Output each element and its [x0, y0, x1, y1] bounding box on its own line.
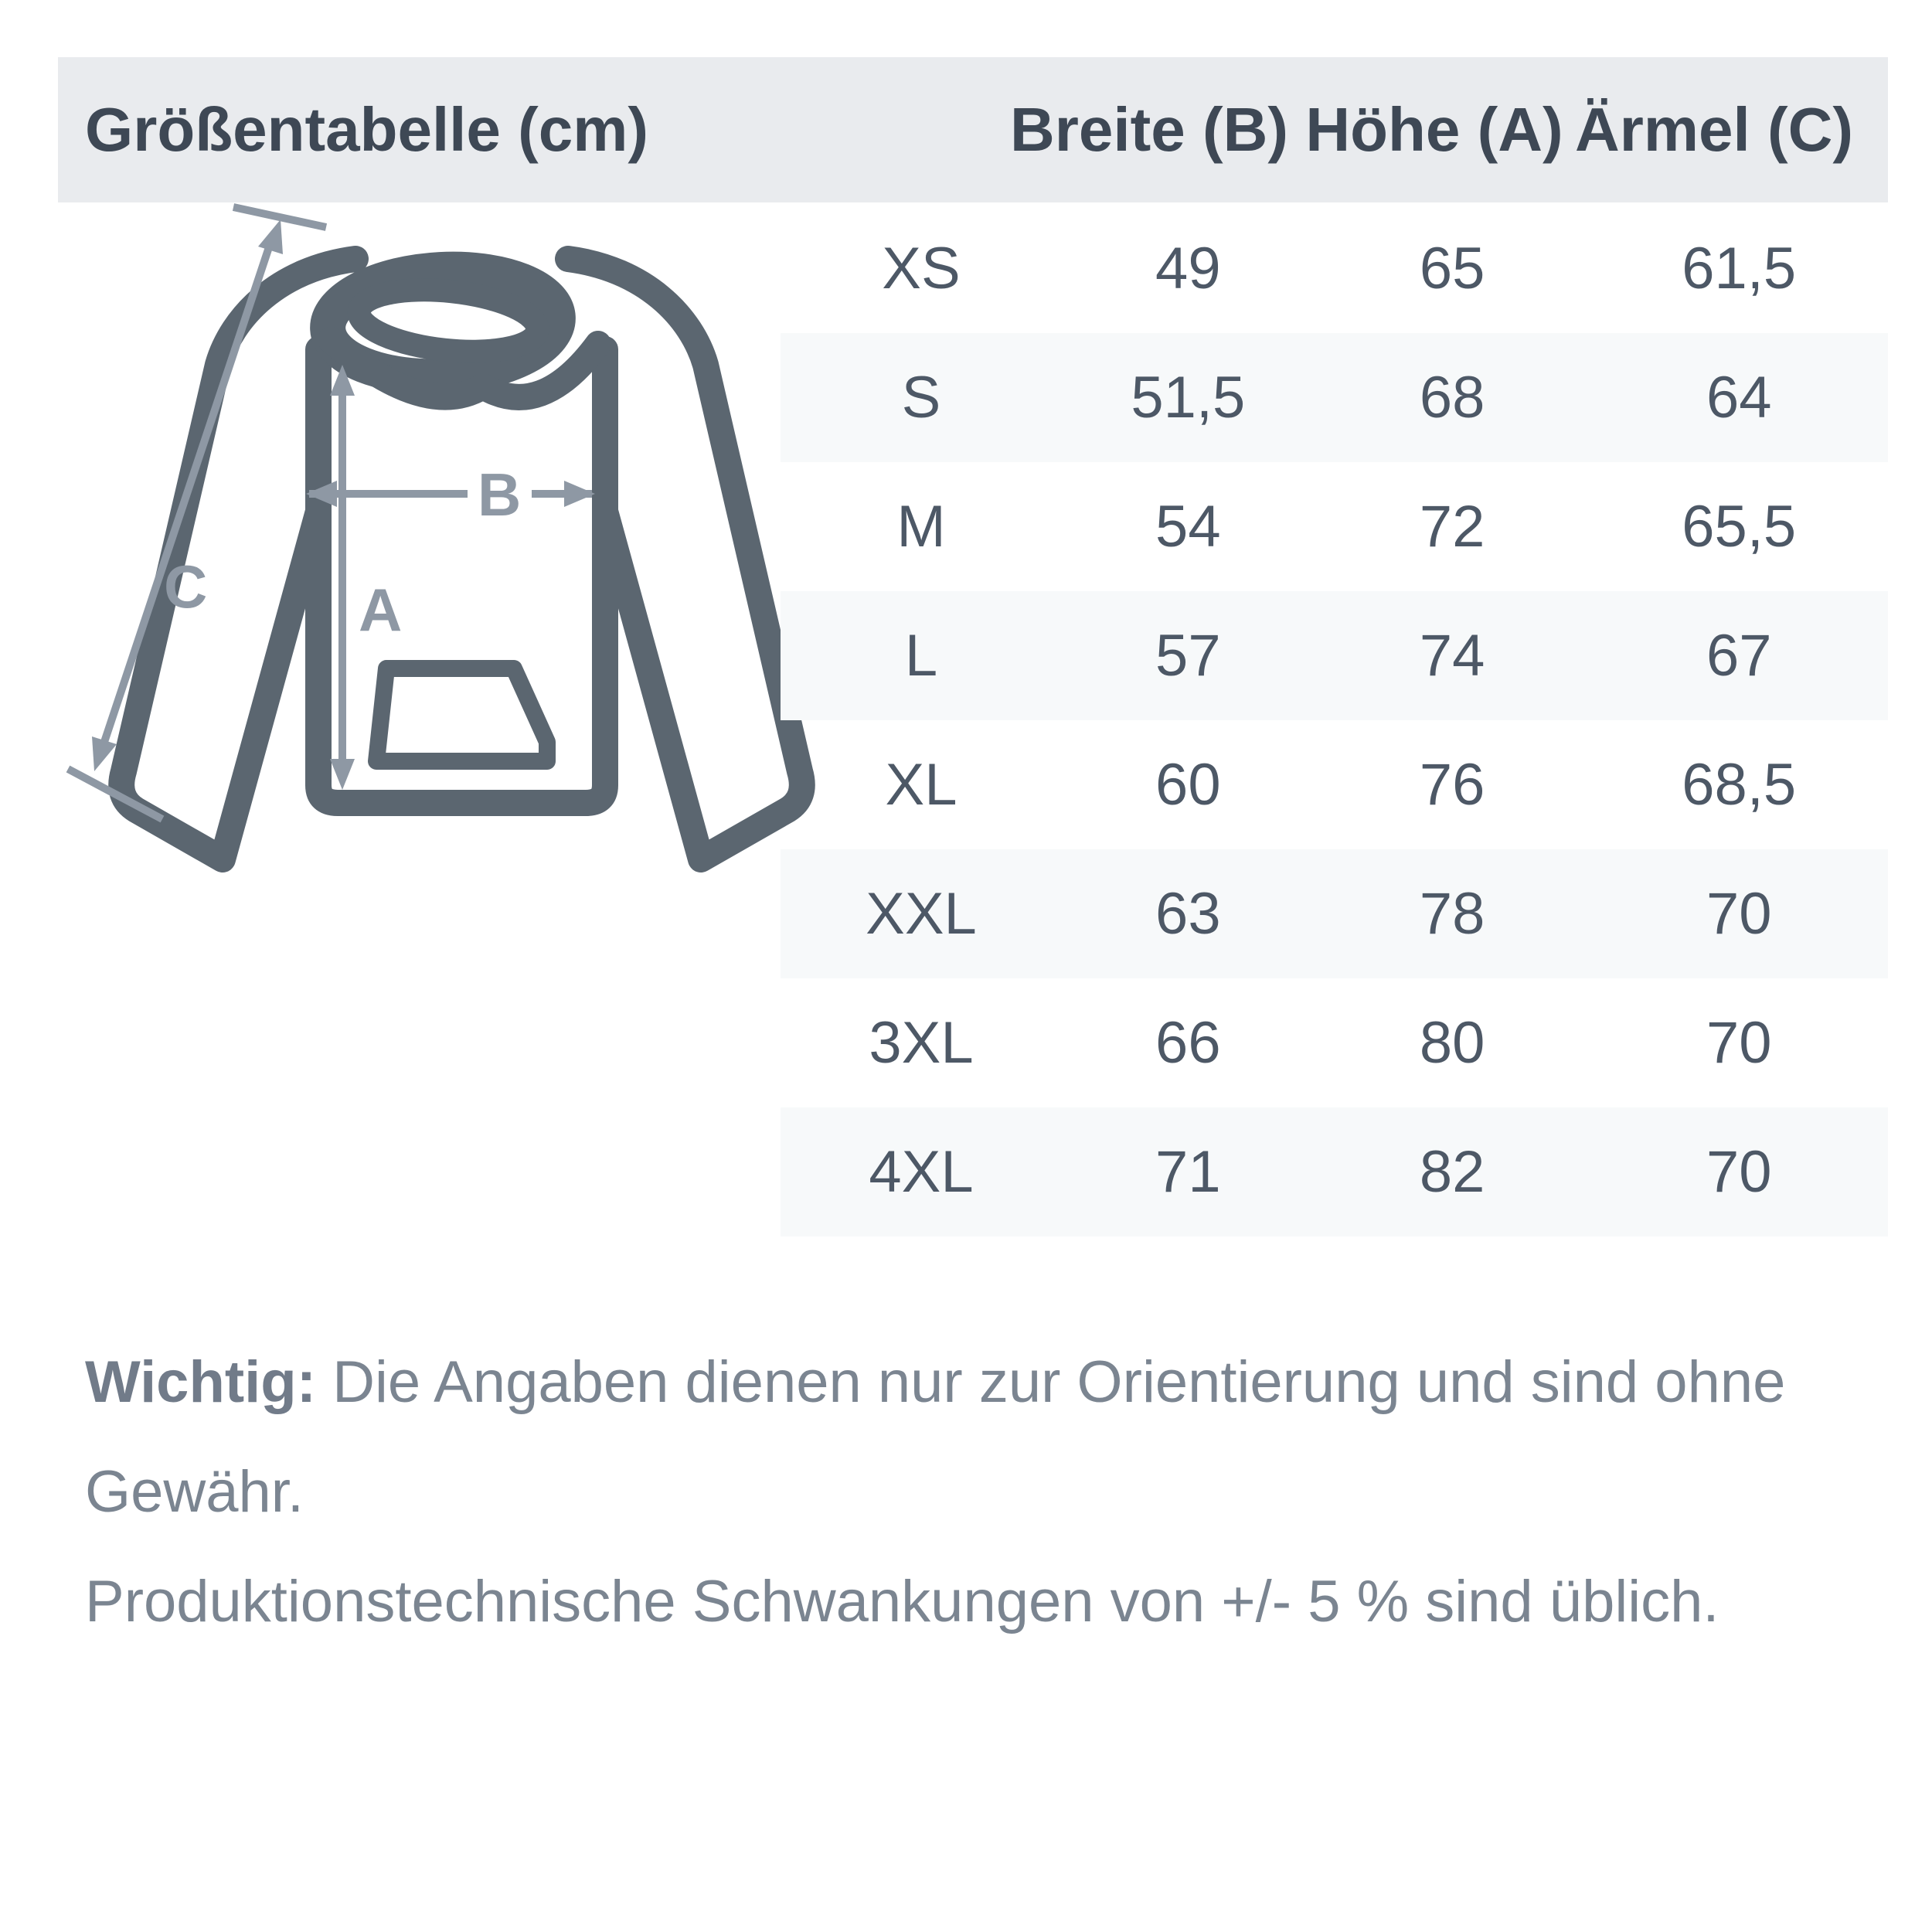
- breite-cell: 57: [1155, 623, 1221, 689]
- measure-label-c: C: [164, 553, 208, 621]
- table-row: [781, 978, 1888, 1107]
- breite-cell: 51,5: [1131, 365, 1246, 430]
- disclaimer-line1: Die Angaben dienen nur zur Orientierung und sind ohne Gewähr.: [85, 1349, 1786, 1525]
- hoehe-cell: 65: [1419, 236, 1485, 301]
- hoehe-cell: 82: [1419, 1139, 1485, 1205]
- disclaimer-line2: Produktionstechnische Schwankungen von +/- 5 % sind üblich.: [85, 1569, 1719, 1634]
- size-cell: XS: [882, 236, 961, 301]
- kangaroo-pocket: [376, 668, 547, 761]
- aermel-cell: 61,5: [1682, 236, 1797, 301]
- table-row: [781, 204, 1888, 333]
- size-cell: S: [901, 365, 941, 430]
- aermel-cell: 65,5: [1682, 494, 1797, 560]
- measure-label-a: A: [359, 576, 403, 644]
- hoehe-cell: 72: [1419, 494, 1485, 560]
- size-chart-header: [58, 57, 1888, 202]
- table-row: [781, 1107, 1888, 1236]
- hoodie-outline-illustration: [46, 201, 819, 881]
- breite-cell: 60: [1155, 752, 1221, 818]
- hoehe-cell: 78: [1419, 881, 1485, 947]
- table-row: [781, 591, 1888, 720]
- table-row: [781, 849, 1888, 978]
- hoehe-cell: 68: [1419, 365, 1485, 430]
- table-row: [781, 720, 1888, 849]
- table-row: [781, 462, 1888, 591]
- arrowhead-c-top: [258, 219, 283, 254]
- disclaimer-note: [85, 1328, 1878, 1657]
- table-row: [781, 333, 1888, 462]
- size-cell: 4XL: [869, 1139, 974, 1205]
- size-chart-title: Größentabelle (cm): [85, 95, 649, 164]
- measure-label-b: B: [478, 461, 522, 529]
- aermel-cell: 67: [1706, 623, 1772, 689]
- column-header-hoehe: Höhe (A): [1305, 95, 1563, 164]
- hoehe-cell: 76: [1419, 752, 1485, 818]
- size-cell: XL: [885, 752, 957, 818]
- size-table: [781, 204, 1888, 1236]
- size-cell: XXL: [866, 881, 977, 947]
- disclaimer-prefix: Wichtig:: [85, 1349, 317, 1415]
- hoehe-cell: 80: [1419, 1010, 1485, 1076]
- hoodie-measurement-diagram: [46, 201, 819, 881]
- size-cell: L: [904, 623, 938, 689]
- hoehe-cell: 74: [1419, 623, 1485, 689]
- breite-cell: 63: [1155, 881, 1221, 947]
- breite-cell: 49: [1155, 236, 1221, 301]
- column-header-aermel: Ärmel (C): [1574, 95, 1854, 164]
- aermel-cell: 68,5: [1682, 752, 1797, 818]
- aermel-cell: 70: [1706, 1010, 1772, 1076]
- breite-cell: 54: [1155, 494, 1221, 560]
- aermel-cell: 70: [1706, 1139, 1772, 1205]
- aermel-cell: 70: [1706, 881, 1772, 947]
- breite-cell: 71: [1155, 1139, 1221, 1205]
- size-cell: 3XL: [869, 1010, 974, 1076]
- breite-cell: 66: [1155, 1010, 1221, 1076]
- size-cell: M: [896, 494, 946, 560]
- aermel-cell: 64: [1706, 365, 1772, 430]
- column-header-breite: Breite (B): [1009, 95, 1289, 164]
